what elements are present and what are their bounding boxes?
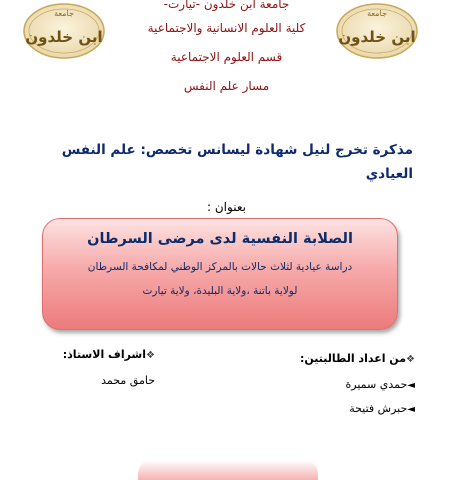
arrow-left-icon: ◄ xyxy=(407,404,415,415)
students-label: من اعداد الطالبتين: xyxy=(299,352,407,365)
department-name: قسم العلوم الاجتماعية xyxy=(170,50,283,64)
seal-arc-text: جامعة xyxy=(54,9,74,18)
bottom-decoration xyxy=(138,460,318,480)
seal-main-text: ابن خلدون xyxy=(25,28,103,46)
seal-main-text: ابن خلدون xyxy=(338,28,416,46)
diamond-bullet-icon: ❖ xyxy=(146,350,155,361)
memo-line-1: مذكرة تخرج لنيل شهادة ليسانس تخصص: علم النفس xyxy=(61,142,413,158)
seal-arc-text: جامعة xyxy=(367,9,387,18)
thesis-title: الصلابة النفسية لدى مرضى السرطان xyxy=(87,231,353,247)
track-name: مسار علم النفس xyxy=(183,79,270,93)
memo-line-2: العيادي xyxy=(365,166,413,182)
student-name-2: حبرش فتيحة xyxy=(349,402,408,415)
supervisor-name: حامق محمد xyxy=(101,374,155,387)
supervisor-label: اشراف الاستاذ: xyxy=(62,348,147,361)
arrow-left-icon: ◄ xyxy=(407,380,415,391)
student-name-1: حمدي سميرة xyxy=(345,378,408,391)
diamond-bullet-icon: ❖ xyxy=(406,354,415,365)
faculty-name: كلية العلوم الانسانية والاجتماعية xyxy=(147,21,306,35)
thesis-title-box xyxy=(42,218,398,330)
thesis-subtitle-1: دراسة عيادية لثلاث حالات بالمركز الوطني لمكافحة السرطان xyxy=(87,261,353,273)
supervisor-label-row xyxy=(63,348,155,361)
university-name: جامعة ابن خلدون -تيارت- xyxy=(163,0,290,11)
students-label-row xyxy=(300,352,415,365)
student-row-2 xyxy=(349,402,415,415)
thesis-subtitle-2: لولاية باتنة ،ولاية البليدة، ولاية تيارت xyxy=(142,285,298,297)
student-row-1 xyxy=(346,378,415,391)
title-intro: بعنوان : xyxy=(207,200,246,214)
